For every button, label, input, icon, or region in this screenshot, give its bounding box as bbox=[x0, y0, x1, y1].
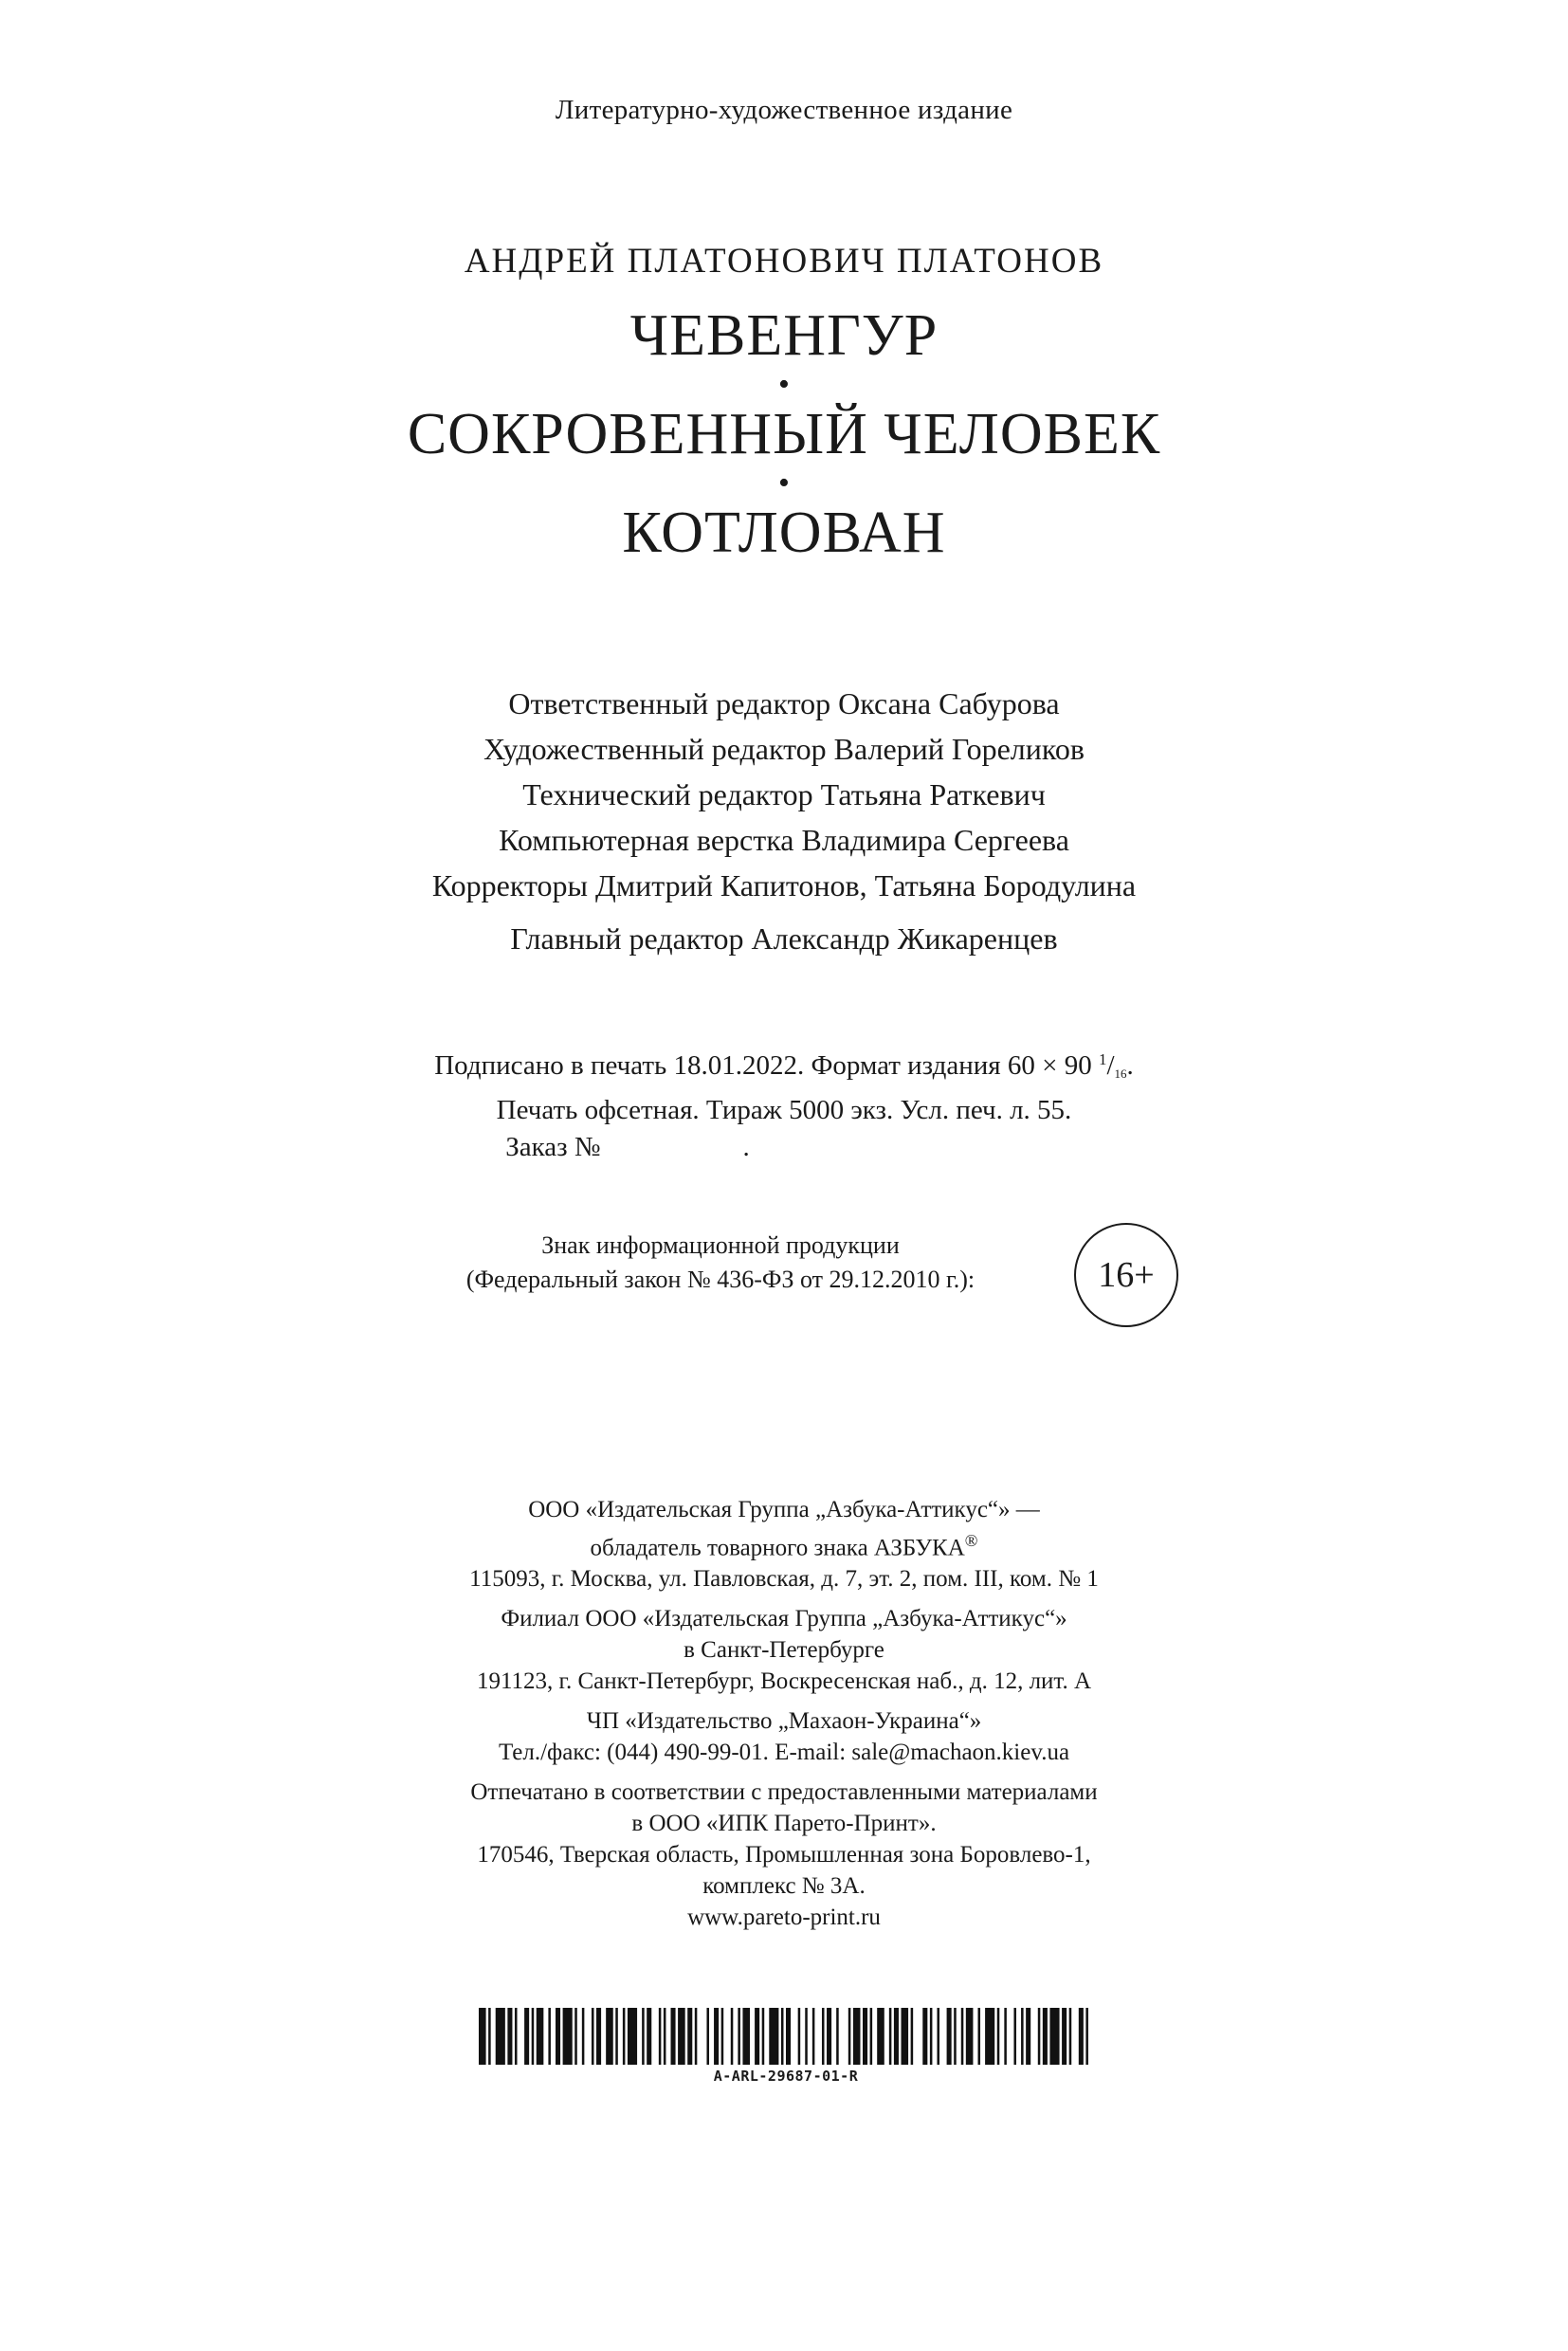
printing-signed-format: Подписано в печать 18.01.2022. Формат издания 60 × 90 bbox=[434, 1050, 1092, 1081]
barcode-bar bbox=[537, 2008, 544, 2065]
ukraine-contacts: Тел./факс: (044) 490-99-01. E-mail: sale@machaon.kiev.ua bbox=[498, 1740, 1070, 1766]
barcode-bar bbox=[1079, 2008, 1084, 2065]
barcode-bar bbox=[1013, 2008, 1016, 2065]
barcode-bar bbox=[1021, 2008, 1024, 2065]
barcode-bar bbox=[894, 2008, 899, 2065]
barcode-bar bbox=[507, 2008, 512, 2065]
barcode-bar bbox=[742, 2008, 750, 2065]
barcode-bar bbox=[954, 2008, 957, 2065]
barcode-bar bbox=[628, 2008, 637, 2065]
barcode-bar bbox=[532, 2008, 535, 2065]
barcode-bar bbox=[659, 2008, 662, 2065]
barcode-bar bbox=[548, 2008, 551, 2065]
title-kotlovan: КОТЛОВАН bbox=[622, 501, 946, 565]
trademark-line bbox=[0, 1525, 1568, 1563]
ukraine-publisher: ЧП «Издательство „Махаон-Украина“» bbox=[586, 1708, 982, 1735]
title-separator-2: • bbox=[778, 465, 790, 501]
genre-label: Литературно-художественное издание bbox=[555, 95, 1013, 125]
barcode-bar bbox=[738, 2008, 740, 2065]
barcode-bar bbox=[606, 2008, 613, 2065]
format-fraction-numerator: 1 bbox=[1098, 1050, 1107, 1068]
printer-website: www.pareto-print.ru bbox=[687, 1904, 881, 1931]
barcode-bar bbox=[985, 2008, 994, 2065]
barcode-bar bbox=[889, 2008, 892, 2065]
info-product-sign bbox=[360, 1229, 1081, 1297]
format-fraction-slash: / bbox=[1106, 1050, 1115, 1081]
printing-line-1-end: . bbox=[1126, 1050, 1134, 1081]
barcode-bar bbox=[1026, 2008, 1030, 2065]
barcode-bar bbox=[930, 2008, 933, 2065]
barcode-bar bbox=[1043, 2008, 1048, 2065]
printer-address: 170546, Тверская область, Промышленная зона Боровлево-1, bbox=[477, 1842, 1091, 1868]
branch-name: Филиал ООО «Издательская Группа „Азбука-Аттикус“» bbox=[501, 1606, 1067, 1632]
barcode-bar bbox=[524, 2008, 529, 2065]
author-name: АНДРЕЙ ПЛАТОНОВИЧ ПЛАТОНОВ bbox=[464, 242, 1104, 281]
barcode-bar bbox=[1004, 2008, 1007, 2065]
barcode-bar bbox=[647, 2008, 651, 2065]
barcode-bar bbox=[798, 2008, 801, 2065]
barcode-bar bbox=[937, 2008, 939, 2065]
titles-block bbox=[0, 305, 1568, 563]
barcode-bar bbox=[947, 2008, 952, 2065]
staff-responsible-editor: Ответственный редактор Оксана Сабурова bbox=[508, 686, 1060, 720]
barcode-bar bbox=[812, 2008, 815, 2065]
barcode-bar bbox=[781, 2008, 784, 2065]
staff-layout: Компьютерная верстка Владимира Сергеева bbox=[499, 823, 1069, 857]
info-sign-line-2: (Федеральный закон № 436-ФЗ от 29.12.2010 г.): bbox=[465, 1266, 975, 1293]
staff-proofreaders: Корректоры Дмитрий Капитонов, Татьяна Бородулина bbox=[431, 868, 1137, 902]
barcode-bar bbox=[671, 2008, 676, 2065]
branch-address: 191123, г. Санкт-Петербург, Воскресенская наб., д. 12, лит. А bbox=[476, 1668, 1092, 1695]
publisher-info bbox=[0, 1494, 1568, 1933]
barcode-bar bbox=[827, 2008, 831, 2065]
order-label: Заказ № bbox=[505, 1132, 601, 1162]
barcode-bar bbox=[706, 2008, 709, 2065]
title-separator-1: • bbox=[778, 367, 790, 402]
barcode-bar bbox=[721, 2008, 724, 2065]
barcode-bar bbox=[678, 2008, 685, 2065]
barcode-bar bbox=[762, 2008, 765, 2065]
branch-city: в Санкт-Петербурге bbox=[684, 1637, 884, 1664]
barcode-bar bbox=[515, 2008, 518, 2065]
barcode-bar bbox=[870, 2008, 873, 2065]
info-sign-line-1: Знак информационной продукции bbox=[541, 1231, 900, 1259]
staff-art-editor: Художественный редактор Валерий Гореликов bbox=[483, 732, 1085, 766]
barcode-bar bbox=[853, 2008, 861, 2065]
barcode-bar bbox=[664, 2008, 666, 2065]
barcode-bar bbox=[877, 2008, 884, 2065]
barcode-bar bbox=[496, 2008, 505, 2065]
barcode-bar bbox=[687, 2008, 692, 2065]
editorial-staff bbox=[0, 681, 1568, 961]
barcode-label: A-ARL-29687-01-R bbox=[713, 2068, 859, 2085]
barcode-bar bbox=[731, 2008, 734, 2065]
publisher-name: ООО «Издательская Группа „Азбука-Аттикус“» — bbox=[528, 1497, 1040, 1522]
age-rating-badge: 16+ bbox=[1074, 1223, 1178, 1327]
barcode-bar bbox=[922, 2008, 927, 2065]
format-fraction-denominator: 16 bbox=[1114, 1066, 1127, 1081]
barcode-bar bbox=[966, 2008, 974, 2065]
barcode-bar bbox=[978, 2008, 981, 2065]
barcode-bar bbox=[836, 2008, 839, 2065]
order-number-line bbox=[0, 1129, 1412, 1166]
barcode-bar bbox=[848, 2008, 851, 2065]
barcode-bar bbox=[997, 2008, 1000, 2065]
barcode-bar bbox=[556, 2008, 560, 2065]
barcode-bar bbox=[805, 2008, 808, 2065]
barcode-bar bbox=[1069, 2008, 1072, 2065]
chief-editor: Главный редактор Александр Жикаренцев bbox=[510, 921, 1058, 956]
barcode-bar bbox=[582, 2008, 585, 2065]
printing-line-2: Печать офсетная. Тираж 5000 экз. Усл. печ. л. 55. bbox=[496, 1095, 1072, 1125]
barcode-bar bbox=[714, 2008, 719, 2065]
barcode-bar bbox=[961, 2008, 964, 2065]
trademark-text: обладатель товарного знака АЗБУКА bbox=[590, 1535, 965, 1561]
barcode-bar bbox=[1049, 2008, 1059, 2065]
barcode-bar bbox=[1038, 2008, 1041, 2065]
barcode-bar bbox=[902, 2008, 909, 2065]
printer-line-1: Отпечатано в соответствии с предоставленными материалами bbox=[470, 1779, 1098, 1806]
barcode-bar bbox=[822, 2008, 825, 2065]
barcode-bar bbox=[911, 2008, 914, 2065]
barcode-bar bbox=[1085, 2008, 1088, 2065]
printer-line-2: в ООО «ИПК Парето-Принт». bbox=[631, 1811, 937, 1837]
barcode-bar bbox=[563, 2008, 573, 2065]
barcode-bar bbox=[596, 2008, 601, 2065]
barcode-bar bbox=[769, 2008, 778, 2065]
barcode-bar bbox=[863, 2008, 867, 2065]
printing-details bbox=[0, 1041, 1568, 1166]
barcode-bar bbox=[1062, 2008, 1067, 2065]
order-end: . bbox=[742, 1132, 750, 1162]
barcode-bar bbox=[695, 2008, 698, 2065]
printer-complex: комплекс № 3А. bbox=[702, 1873, 866, 1900]
title-chevengur: ЧЕВЕНГУР bbox=[629, 303, 939, 368]
barcode-bar bbox=[786, 2008, 791, 2065]
barcode-bar bbox=[755, 2008, 759, 2065]
barcode-bar bbox=[642, 2008, 645, 2065]
barcode-bar bbox=[488, 2008, 491, 2065]
barcode-bar bbox=[479, 2008, 486, 2065]
barcode-bar bbox=[592, 2008, 594, 2065]
barcode-bar bbox=[574, 2008, 577, 2065]
barcode-bar bbox=[623, 2008, 626, 2065]
staff-technical-editor: Технический редактор Татьяна Раткевич bbox=[522, 777, 1046, 811]
registered-trademark-icon: ® bbox=[964, 1531, 978, 1550]
title-sokrovenny-chelovek: СОКРОВЕННЫЙ ЧЕЛОВЕК bbox=[407, 402, 1161, 466]
barcode-bar bbox=[615, 2008, 618, 2065]
barcode-icon bbox=[479, 2008, 1093, 2065]
printing-line-1 bbox=[0, 1041, 1568, 1092]
publisher-address-moscow: 115093, г. Москва, ул. Павловская, д. 7, эт. 2, пом. III, ком. № 1 bbox=[469, 1566, 1099, 1593]
